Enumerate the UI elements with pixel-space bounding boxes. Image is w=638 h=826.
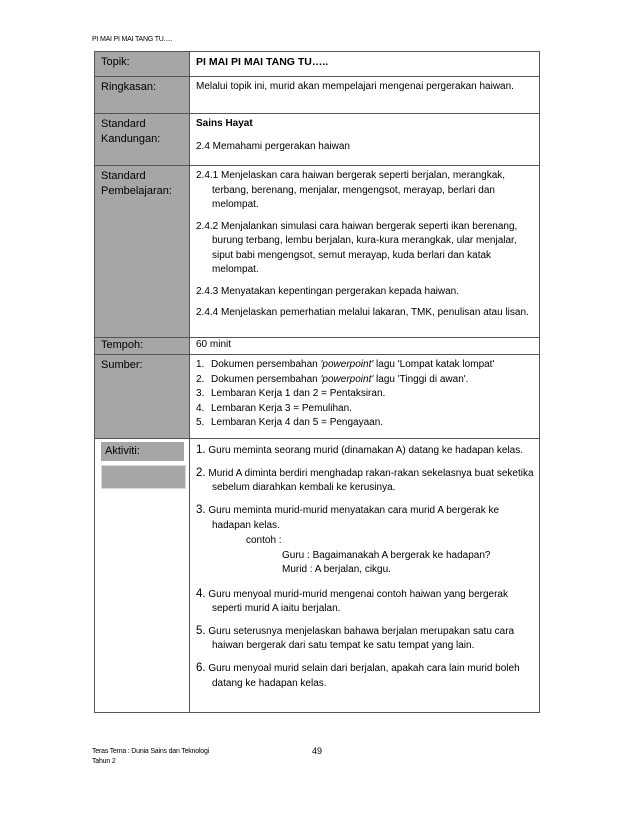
aktiviti-item-5: 5. Guru seterusnya menjelaskan bahawa berjalan merupakan satu cara haiwan bergerak dari satu tempat ke satu tempat yang lain. [196, 624, 515, 652]
aktiviti-item-6: 6. Guru menyoal murid selain dari berjalan, apakah cara lain murid boleh datang ke hadapan kelas. [196, 661, 520, 689]
value-ringkasan: Melalui topik ini, murid akan mempelajari mengenai pergerakan haiwan. [190, 77, 540, 114]
value-sumber [190, 355, 540, 439]
value-tempoh: 60 minit [190, 338, 540, 355]
value-standard-pembelajaran [190, 166, 540, 338]
footer-left [92, 747, 209, 767]
heading-sains-hayat: Sains Hayat [196, 118, 253, 129]
lesson-plan-table [94, 51, 540, 713]
value-topik: PI MAI PI MAI TANG TU….. [190, 52, 540, 77]
row-standard-kandungan [95, 114, 540, 166]
footer-theme: Teras Tema : Dunia Sains dan Teknologi [92, 748, 210, 755]
aktiviti-item-3: 3. Guru meminta murid-murid menyatakan cara murid A bergerak ke hadapan kelas. [196, 503, 500, 531]
row-topik [95, 52, 540, 77]
sumber-item: 3. Lembaran Kerja 1 dan 2 = Pentaksiran. [196, 388, 386, 399]
example-murid: Murid : A berjalan, cikgu. [282, 564, 391, 576]
page-number: 49 [312, 746, 323, 756]
value-aktiviti [190, 439, 540, 713]
label-aktiviti-shade [101, 465, 186, 489]
label-standard-pembelajaran: Standard Pembelajaran: [95, 166, 190, 338]
aktiviti-item-2: 2. Murid A diminta berdiri menghadap rakan-rakan sekelasnya buat seketika sebelum diarahkan kembali ke kerusinya. [196, 466, 534, 494]
running-header: PI MAI PI MAI TANG TU..... [92, 36, 173, 43]
sp-item-1: 2.4.1 Menjelaskan cara haiwan bergerak seperti berjalan, merangkak, terbang, berenang, menjalar, mengengsot, merayap, berlari dan melompat. [196, 170, 506, 210]
row-tempoh [95, 338, 540, 355]
row-standard-pembelajaran [95, 166, 540, 338]
label-aktiviti: Aktiviti: [101, 442, 184, 461]
aktiviti-item-1: 1. Guru meminta seorang murid (dinamakan A) datang ke hadapan kelas. [196, 444, 523, 456]
row-ringkasan [95, 77, 540, 114]
label-tempoh: Tempoh: [95, 338, 190, 355]
sp-item-3: 2.4.3 Menyatakan kepentingan pergerakan kepada haiwan. [196, 285, 459, 297]
sumber-item: 5. Lembaran Kerja 4 dan 5 = Pengayaan. [196, 417, 384, 428]
sumber-item: 4. Lembaran Kerja 3 = Pemulihan. [196, 402, 352, 414]
label-ringkasan: Ringkasan: [95, 77, 190, 114]
label-aktiviti-cell [95, 439, 190, 713]
example-guru: Guru : Bagaimanakah A bergerak ke hadapan? [282, 549, 491, 561]
sp-item-2: 2.4.2 Menjalankan simulasi cara haiwan bergerak seperti ikan berenang, burung terbang, lembu berjalan, kura-kura merangkak, ular menjalar, siput babi mengengsot, semut merayap, kuda berlari dan katak melompat. [196, 220, 518, 275]
sumber-item: 2. Dokumen persembahan 'powerpoint' lagu 'Tinggi di awan'. [196, 373, 469, 385]
value-standard-kandungan [190, 114, 540, 166]
label-topik: Topik: [95, 52, 190, 77]
sumber-item: 1. Dokumen persembahan 'powerpoint' lagu 'Lompat katak lompat' [196, 359, 495, 370]
sp-item-4: 2.4.4 Menjelaskan pemerhatian melalui lakaran, TMK, penulisan atau lisan. [196, 307, 529, 318]
label-sumber: Sumber: [95, 355, 190, 439]
sumber-list [196, 358, 534, 431]
row-sumber [95, 355, 540, 439]
example-label: contoh : [246, 535, 282, 547]
label-standard-kandungan: Standard Kandungan: [95, 114, 190, 166]
footer-year: Tahun 2 [92, 757, 116, 765]
aktiviti-item-4: 4. Guru menyoal murid-murid mengenai contoh haiwan yang bergerak seperti murid A iaitu berjalan. [196, 587, 508, 615]
kandungan-text: 2.4 Memahami pergerakan haiwan [196, 140, 350, 152]
row-aktiviti [95, 439, 540, 713]
